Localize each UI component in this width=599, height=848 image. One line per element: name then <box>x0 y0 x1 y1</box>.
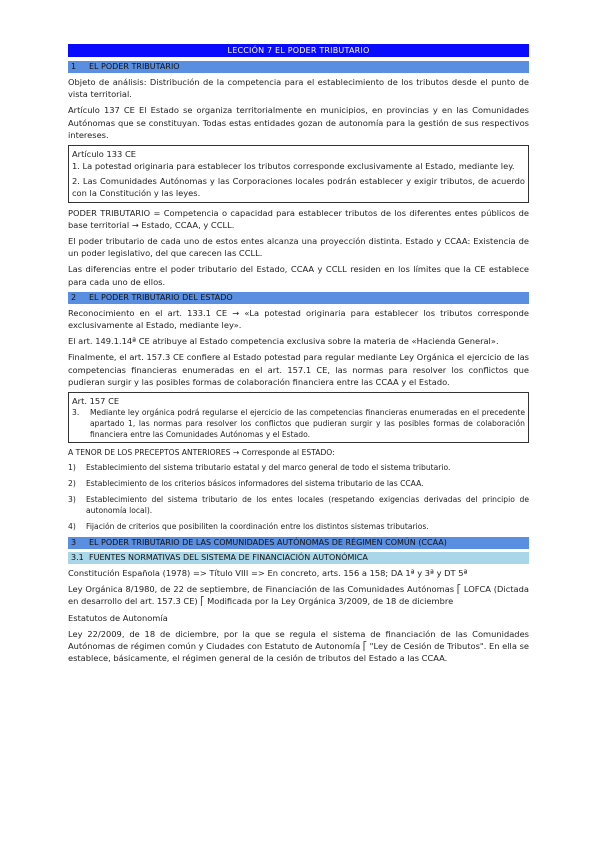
box-heading: Art. 157 CE <box>72 396 120 407</box>
box-paragraph: 1. La potestad originaria para establecer los tributos corresponde exclusivamente al Estado, mediante ley. <box>72 161 515 172</box>
lesson-title: LECCIÓN 7 EL PODER TRIBUTARIO <box>68 44 529 57</box>
section-label: FUENTES NORMATIVAS DEL SISTEMA DE FINANCIACIÓN AUTONÓMICA <box>89 553 368 563</box>
document-page <box>68 44 529 668</box>
section-header-3-1 <box>68 552 529 564</box>
section-number: 3.1 <box>71 553 84 563</box>
box-item <box>72 407 525 440</box>
item-number: 4) <box>68 522 76 532</box>
paragraph-atenor: A TENOR DE LOS PRECEPTOS ANTERIORES → Corresponde al ESTADO: <box>68 448 335 458</box>
item-number: 3. <box>72 408 80 418</box>
section-number: 3 <box>71 538 77 548</box>
list-item <box>68 494 529 516</box>
list-item <box>68 521 529 532</box>
paragraph-constitucion: Constitución Española (1978) => Título VIII => En concreto, arts. 156 a 158; DA 1ª y 3ª y DT 5ª <box>68 568 468 579</box>
paragraph-finalmente: Finalmente, el art. 157.3 CE confiere al Estado potestad para regular mediante Ley Orgánica el ejercicio de las competencias financieras enumeradas en el art. 157.1 CE, las normas para resolver los conflictos que pudieran surgir y las posibles formas de colaboración financiera entre las CCAA y el Estado. <box>68 352 529 387</box>
paragraph-objeto: Objeto de análisis: Distribución de la competencia para el establecimiento de los tributos desde el punto de vista territorial. <box>68 77 529 100</box>
section-number: 2 <box>71 292 77 302</box>
box-heading: Artículo 133 CE <box>72 149 136 160</box>
item-number: 1) <box>68 463 76 473</box>
paragraph-reconocimiento: Reconocimiento en el art. 133.1 CE → «La potestad originaria para establecer los tributos corresponde exclusivamente al Estado, mediante ley». <box>68 307 529 331</box>
item-text: Establecimiento de los criterios básicos informadores del sistema tributario de las CCAA. <box>86 479 424 489</box>
section-label: EL PODER TRIBUTARIO <box>89 62 180 71</box>
paragraph-ley22: Ley 22/2009, de 18 de diciembre, por la que se regula el sistema de financiación de las Comunidades Autónomas de régimen común y Ciudades con Estatuto de Autonomía ⎡ "Ley de Cesión de Tributos". En ella se establece, básicamente, el régimen general de la cesión de tributos del Estado a las CCAA. <box>68 628 529 664</box>
list-item <box>68 462 529 473</box>
item-number: 2) <box>68 479 76 489</box>
section-label: EL PODER TRIBUTARIO DEL ESTADO <box>89 292 233 302</box>
paragraph-lofca: Ley Orgánica 8/1980, de 22 de septiembre, de Financiación de las Comunidades Autónomas ⎡ LOFCA (Dictada en desarrollo del art. 157.3 CE) ⎡ Modificada por la Ley Orgánica 3/2009, de 18 de diciembre <box>68 584 529 607</box>
box-art157 <box>68 392 529 443</box>
paragraph-poder-def: PODER TRIBUTARIO = Competencia o capacidad para establecer tributos de los diferentes entes públicos de base territorial → Estado, CCAA, y CCLL. <box>68 207 529 230</box>
list-item <box>68 478 529 489</box>
section-label: EL PODER TRIBUTARIO DE LAS COMUNIDADES AUTÓNOMAS DE RÉGIMEN COMÚN (CCAA) <box>89 538 447 548</box>
paragraph-poder-proy: El poder tributario de cada uno de estos entes alcanza una proyección distinta. Estado y CCAA: Existencia de un poder legislativo, del que carecen las CCLL. <box>68 236 529 259</box>
item-text: Establecimiento del sistema tributario de los entes locales (respetando exigencias derivadas del principio de autonomía local). <box>86 495 529 516</box>
box-art133 <box>68 145 529 203</box>
item-text: Establecimiento del sistema tributario estatal y del marco general de todo el sistema tributario. <box>86 463 451 473</box>
section-header-3 <box>68 537 529 549</box>
item-number: 3) <box>68 495 76 505</box>
paragraph-estatutos: Estatutos de Autonomía <box>68 612 168 623</box>
paragraph-art137: Artículo 137 CE El Estado se organiza territorialmente en municipios, en provincias y en las Comunidades Autónomas que se constituyan. Todas estas entidades gozan de autonomía para la gestión de sus respectivos intereses. <box>68 105 529 140</box>
paragraph-diferencias: Las diferencias entre el poder tributario del Estado, CCAA y CCLL residen en los límites que la CE establece para cada uno de ellos. <box>68 264 529 287</box>
section-header-2 <box>68 292 529 304</box>
item-text: Mediante ley orgánica podrá regularse el ejercicio de las competencias financieras enumeradas en el precedente apartado 1, las normas para resolver los conflictos que pudieran surgir y las posibles formas de colaboración financiera entre las Comunidades Autónomas y el Estado. <box>90 408 525 440</box>
section-number: 1 <box>71 62 77 71</box>
box-paragraph: 2. Las Comunidades Autónomas y las Corporaciones locales podrán establecer y exigir tributos, de acuerdo con la Constitución y las leyes. <box>72 176 525 199</box>
item-text: Fijación de criterios que posibiliten la coordinación entre los distintos sistemas tributarios. <box>86 522 429 532</box>
section-header-1 <box>68 61 529 73</box>
paragraph-art149: El art. 149.1.14ª CE atribuye al Estado competencia exclusiva sobre la materia de «Hacienda General». <box>68 336 499 347</box>
